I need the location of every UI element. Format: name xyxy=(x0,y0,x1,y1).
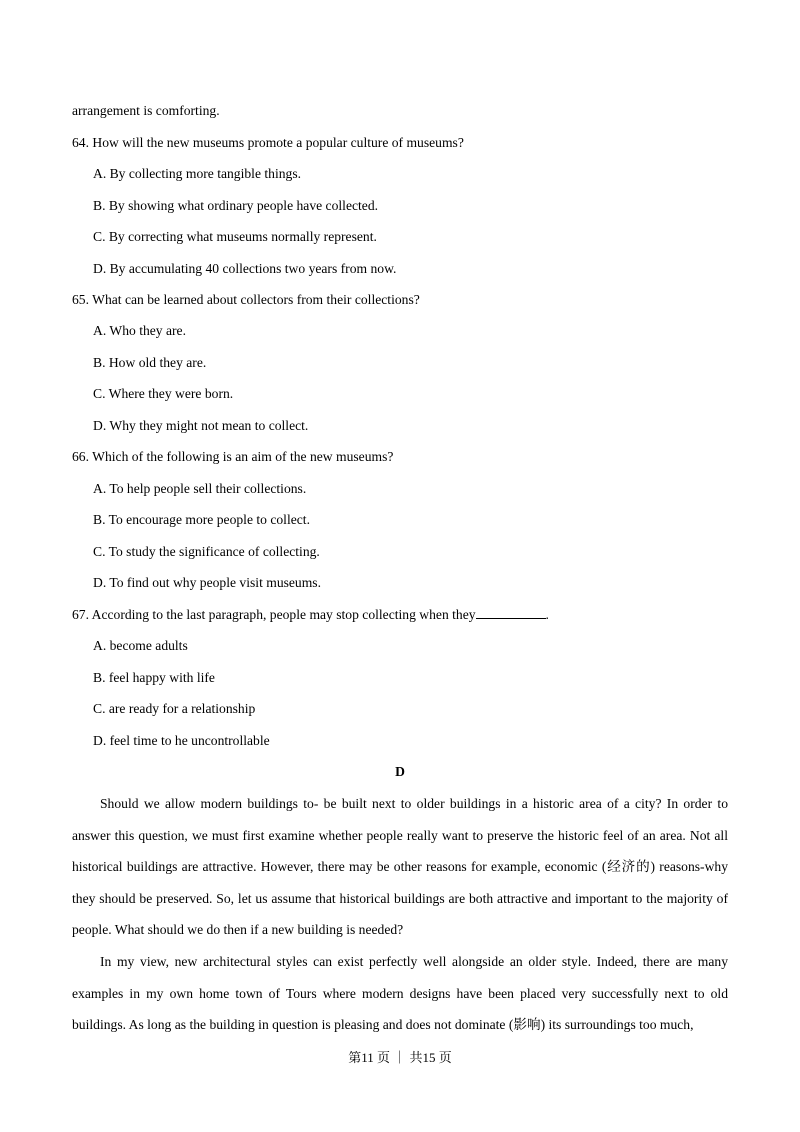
question-67-stem-text: 67. According to the last paragraph, people may stop collecting when they xyxy=(72,607,476,622)
question-66-stem: 66. Which of the following is an aim of the new museums? xyxy=(72,449,394,464)
question-67-option-c: C. are ready for a relationship xyxy=(93,701,256,716)
question-67-stem xyxy=(72,607,549,623)
answer-blank xyxy=(476,608,546,619)
question-64-stem: 64. How will the new museums promote a popular culture of museums? xyxy=(72,135,464,150)
question-64-option-b: B. By showing what ordinary people have collected. xyxy=(93,198,379,213)
passage-paragraph-2: In my view, new architectural styles can exist perfectly well alongside an older style. Indeed, there are many examples in my own home town of Tours where modern designs have been placed very successfully next to old buildings. As long as the building in question is pleasing and does not dominate (影响) its surroundings too much, xyxy=(72,954,728,1032)
passage-fragment: arrangement is comforting. xyxy=(72,103,220,118)
question-65-option-b: B. How old they are. xyxy=(93,355,207,370)
question-64-option-d: D. By accumulating 40 collections two years from now. xyxy=(93,261,397,276)
question-66-option-b: B. To encourage more people to collect. xyxy=(93,512,310,527)
question-65-option-d: D. Why they might not mean to collect. xyxy=(93,418,309,433)
question-64-option-c: C. By correcting what museums normally represent. xyxy=(93,229,377,244)
question-67-stem-end: . xyxy=(545,607,549,622)
question-65-stem: 65. What can be learned about collectors from their collections? xyxy=(72,292,420,307)
question-66-option-c: C. To study the significance of collecting. xyxy=(93,544,320,559)
question-64-option-a: A. By collecting more tangible things. xyxy=(93,166,302,181)
question-67-option-d: D. feel time to he uncontrollable xyxy=(93,733,270,748)
section-title: D xyxy=(395,764,405,779)
question-66-option-d: D. To find out why people visit museums. xyxy=(93,575,321,590)
question-65-option-a: A. Who they are. xyxy=(93,323,186,338)
passage-paragraph-1: Should we allow modern buildings to- be built next to older buildings in a historic area of a city? In order to answer this question, we must first examine whether people really want to preserve the historic feel of an area. Not all historical buildings are attractive. However, there may be other reasons for example, economic (经济的) reasons-why they should be preserved. So, let us assume that historical buildings are both attractive and important to the majority of people. What should we do then if a new building is needed? xyxy=(72,796,728,937)
page-footer: 第11 页 ｜ 共15 页 xyxy=(348,1050,452,1065)
question-65-option-c: C. Where they were born. xyxy=(93,386,234,401)
question-66-option-a: A. To help people sell their collections. xyxy=(93,481,307,496)
question-67-option-b: B. feel happy with life xyxy=(93,670,215,685)
question-67-option-a: A. become adults xyxy=(93,638,188,653)
